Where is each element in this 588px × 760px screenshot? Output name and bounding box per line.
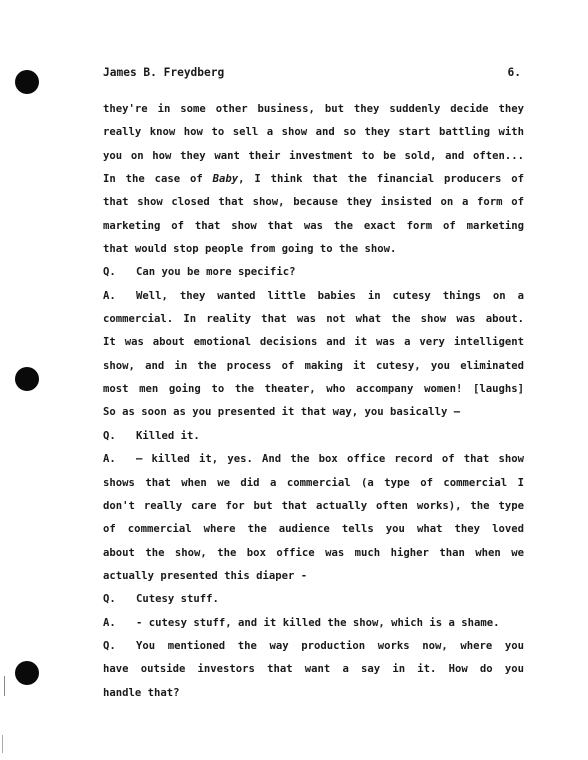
transcript-line: about the show, the box office was much higher than when we (103, 546, 524, 559)
transcript-line: A. - cutesy stuff, and it killed the show, which is a shame. (103, 612, 524, 635)
binder-hole (15, 661, 39, 685)
interviewee-name: James B. Freydberg (103, 66, 225, 79)
transcript-line: really know how to sell a show and so they start battling with (103, 126, 524, 139)
transcript-line: you on how they want their investment to be sold, and often... (103, 149, 524, 162)
question-marker: Q. (103, 266, 116, 279)
transcript-line: have outside investors that want a say in it. How do you (103, 663, 524, 676)
transcript-line: In the case of Baby, I think that the financial producers of (103, 173, 525, 186)
transcript-line: that would stop people from going to the show. (103, 243, 397, 256)
scan-edge-mark (2, 735, 3, 753)
transcript-line: show, and in the process of making it cutesy, you eliminated (103, 359, 524, 372)
transcript-line: A. Well, they wanted little babies in cutesy things on a (103, 285, 524, 308)
transcript-line: Q. Cutesy stuff. (103, 588, 524, 611)
binder-hole (15, 367, 39, 391)
page-number: 6. (507, 66, 521, 79)
answer-marker: A. (103, 453, 116, 466)
answer-marker: A. (103, 289, 116, 302)
transcript-line: marketing of that show that was the exact form of marketing (103, 219, 524, 232)
transcript-line: they're in some other business, but they suddenly decide they (103, 103, 524, 115)
scan-edge-mark (4, 676, 5, 696)
question-marker: Q. (103, 593, 116, 606)
show-title: Baby (212, 173, 239, 186)
transcript-line: don't really care for but that actually often works), the type (103, 499, 524, 512)
binder-hole (15, 70, 39, 94)
transcript-line: Q. Killed it. (103, 425, 524, 448)
transcript-line: Q. Can you be more specific? (103, 261, 524, 284)
transcript-line: A. — killed it, yes. And the box office record of that show (103, 448, 524, 471)
transcript-line: Q. You mentioned the way production works now, where you (103, 635, 524, 658)
answer-marker: A. (103, 616, 116, 629)
transcript-line: commercial. In reality that was not what the show was about. (103, 313, 524, 326)
question-marker: Q. (103, 429, 116, 442)
question-marker: Q. (103, 639, 116, 652)
transcript-body (103, 98, 524, 705)
transcript-line: actually presented this diaper - (103, 569, 308, 582)
transcript-line: most men going to the theater, who accompany women! [laughs] (103, 383, 524, 396)
transcript-line: handle that? (103, 686, 180, 699)
transcript-line: So as soon as you presented it that way, you basically — (103, 406, 461, 419)
transcript-line: shows that when we did a commercial (a type of commercial I (103, 476, 524, 489)
transcript-line: that show closed that show, because they insisted on a form of (103, 196, 524, 209)
transcript-line: of commercial where the audience tells you what they loved (103, 523, 524, 536)
transcript-line: It was about emotional decisions and it was a very intelligent (103, 336, 524, 349)
